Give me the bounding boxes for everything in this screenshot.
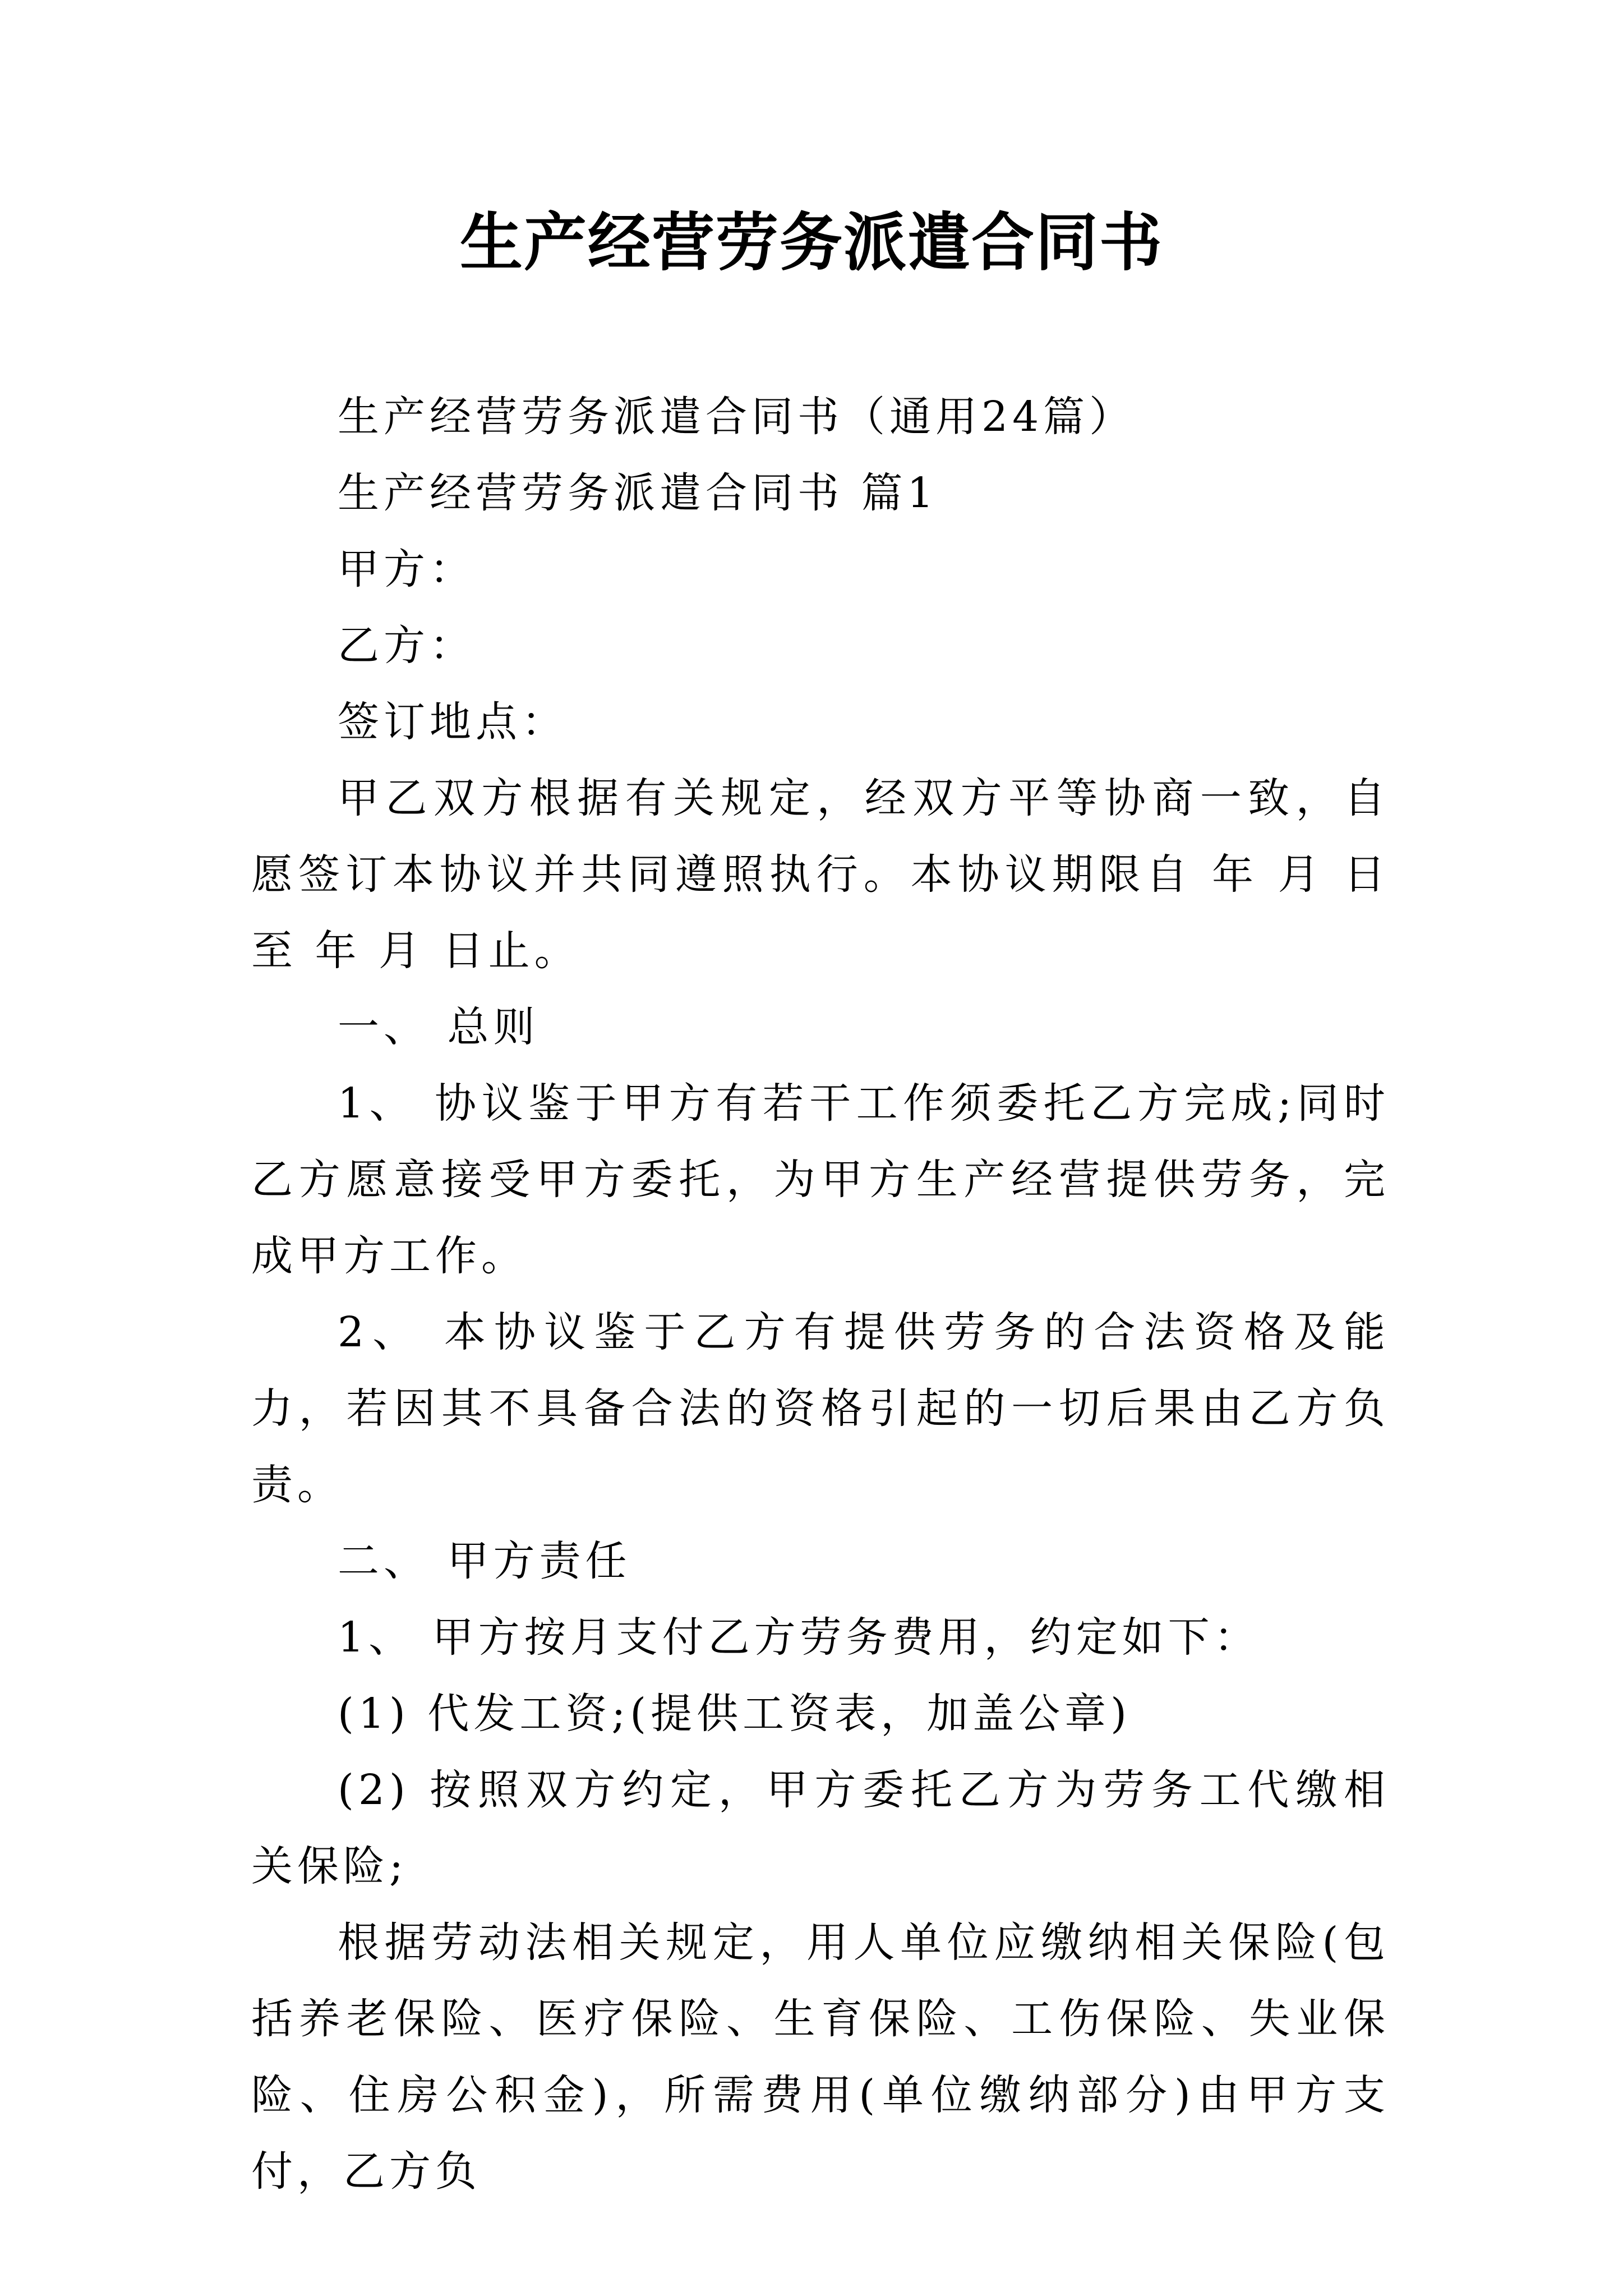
document-title: 生产经营劳务派遣合同书 (460, 206, 1163, 279)
paragraph-party-a-duties-heading: 二、 甲方责任 (338, 1537, 631, 1585)
paragraph-item-2: (2) 按照双方约定，甲方委托乙方为劳务工代缴相关保险; (251, 1766, 1390, 1890)
paragraph-party-a: 甲方： (338, 545, 476, 593)
paragraph-signing-place: 签订地点： (338, 698, 568, 746)
paragraph-item-1: (1) 代发工资;(提供工资表，加盖公章) (338, 1690, 1132, 1738)
document-body (251, 379, 1390, 2210)
paragraph-general-2: 2、 本协议鉴于乙方有提供劳务的合法资格及能力，若因其不具备合法的资格引起的一切后果由乙方负责。 (251, 1308, 1390, 1509)
paragraph-party-a-duty-1: 1、 甲方按月支付乙方劳务费用，约定如下： (338, 1613, 1260, 1662)
paragraph-general-heading: 一、 总则 (338, 1003, 540, 1051)
paragraph-general-1: 1、 协议鉴于甲方有若干工作须委托乙方完成;同时乙方愿意接受甲方委托，为甲方生产经营提供劳务，完成甲方工作。 (251, 1079, 1390, 1280)
paragraph-agreement-term: 甲乙双方根据有关规定，经双方平等协商一致，自愿签订本协议并共同遵照执行。本协议期限自 年 月 日至 年 月 日止。 (251, 774, 1390, 975)
paragraph-section-heading: 生产经营劳务派遣合同书 篇1 (338, 469, 938, 517)
paragraph-insurance: 根据劳动法相关规定，用人单位应缴纳相关保险(包括养老保险、医疗保险、生育保险、工伤保险、失业保险、住房公积金)，所需费用(单位缴纳部分)由甲方支付，乙方负 (251, 1918, 1390, 2196)
paragraph-party-b: 乙方： (338, 622, 476, 670)
paragraph-subtitle: 生产经营劳务派遣合同书（通用24篇） (338, 393, 1136, 441)
